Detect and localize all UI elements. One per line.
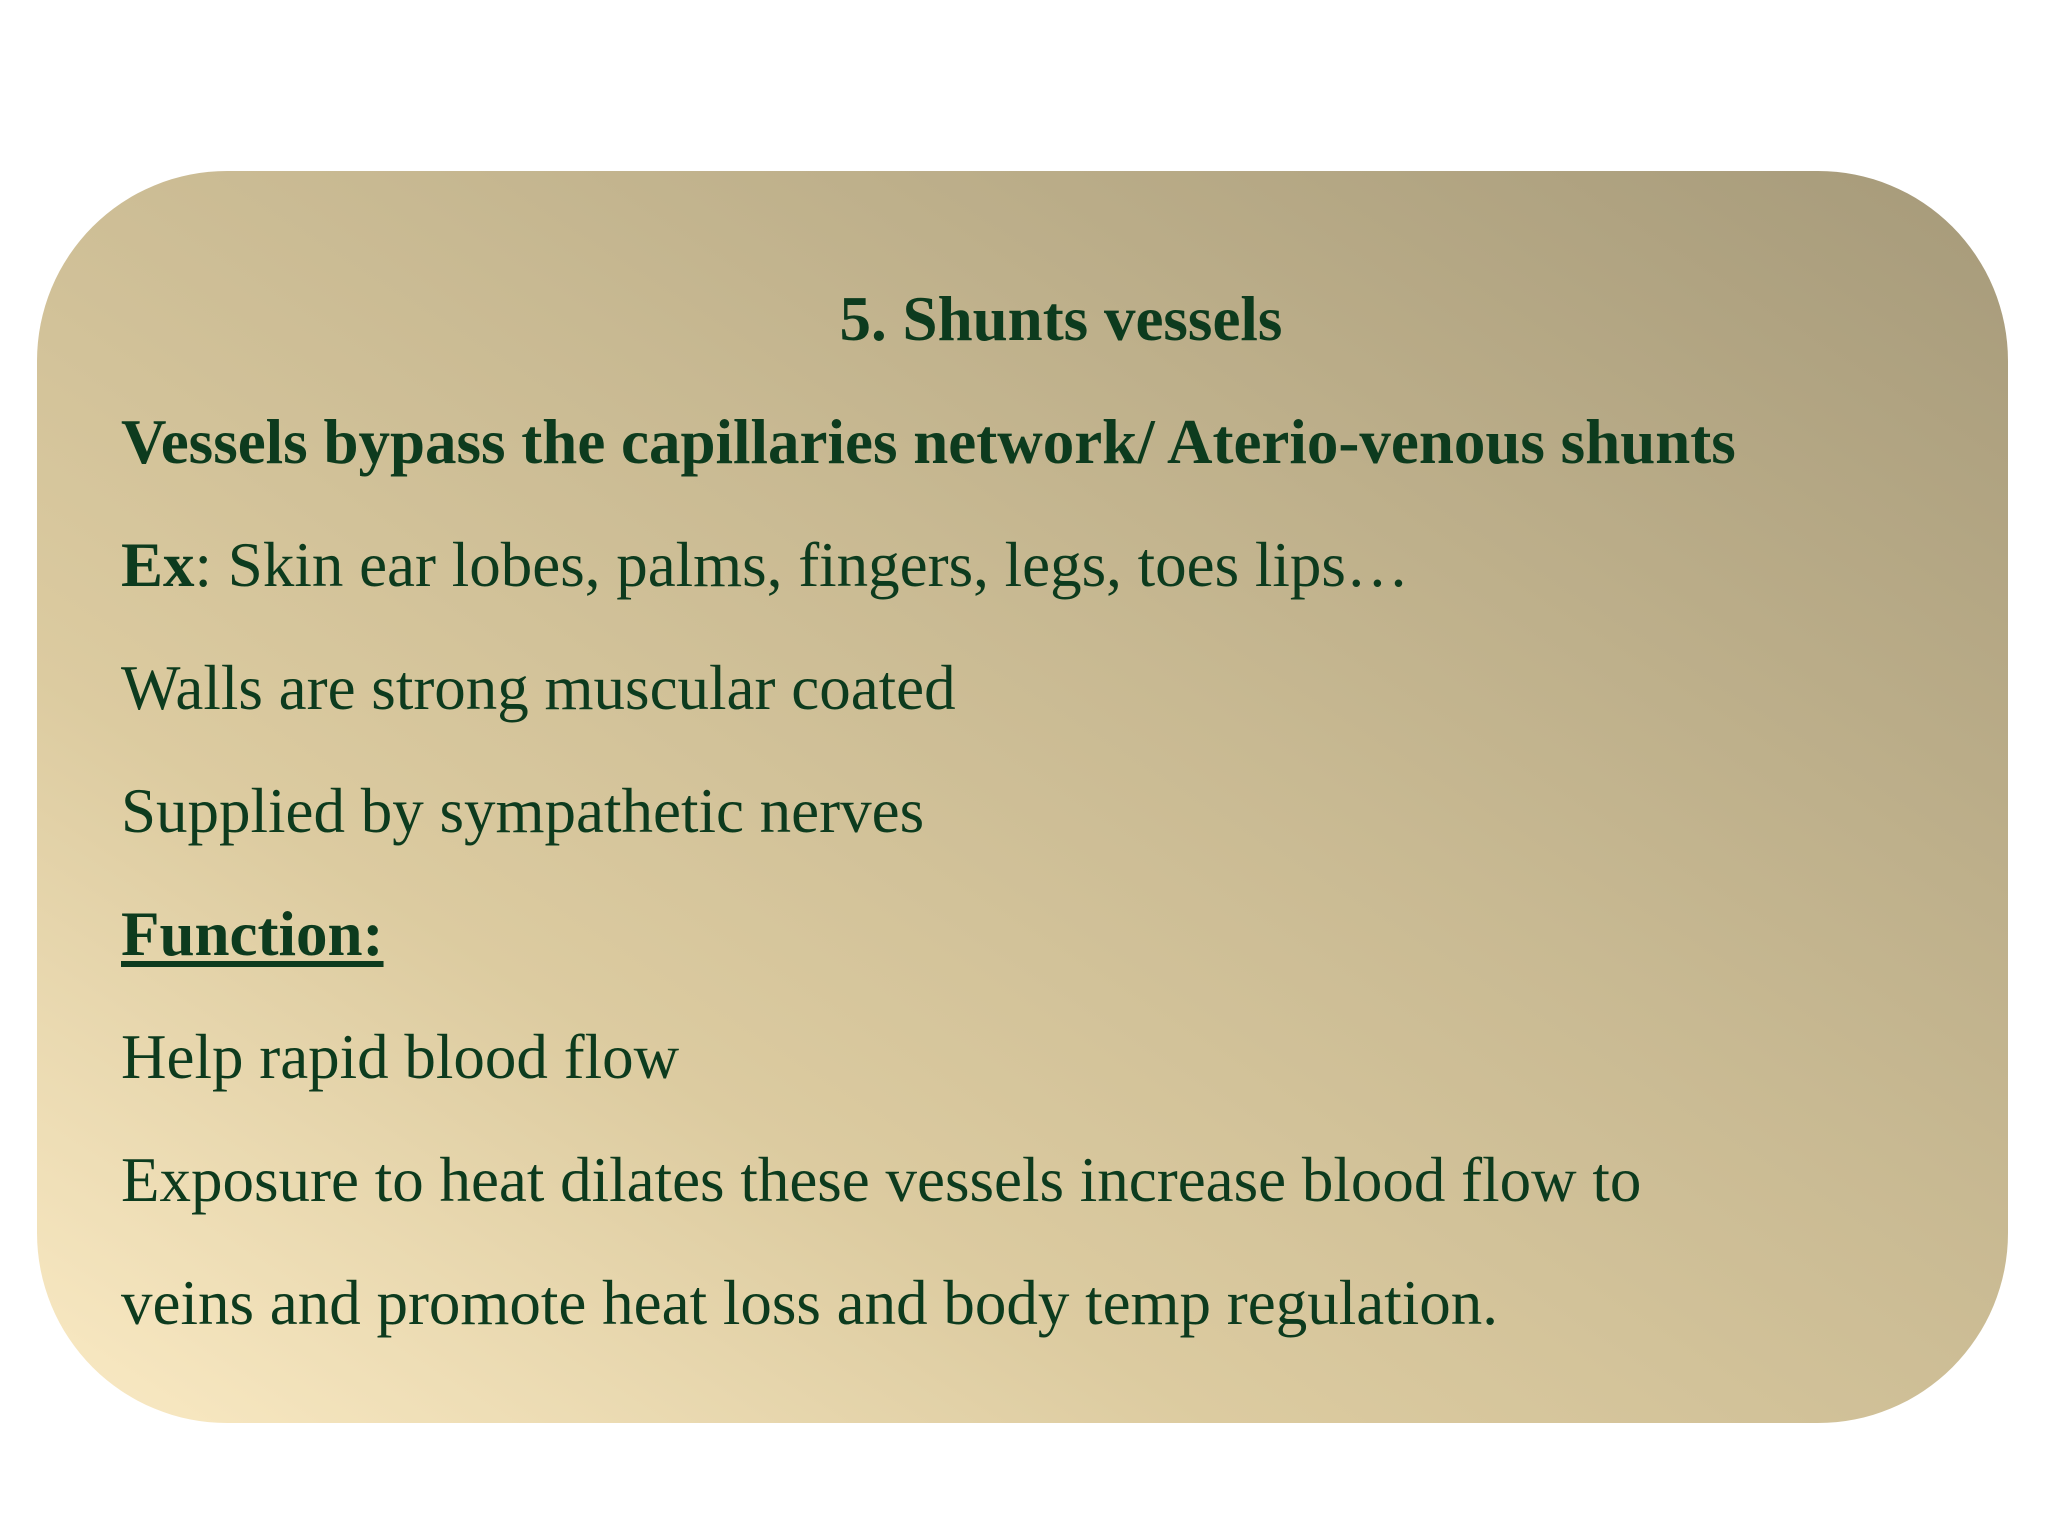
example-label: Ex (121, 530, 195, 600)
content-panel (37, 171, 2008, 1423)
walls-text: Walls are strong muscular coated (121, 653, 956, 723)
function-heading: Function: (121, 899, 384, 969)
function-point-2-line-1: Exposure to heat dilates these vessels increase blood flow to (121, 1145, 1642, 1215)
function-point-2-line-2: veins and promote heat loss and body temp regulation. (121, 1268, 1498, 1338)
example-line (121, 525, 1409, 605)
slide-title: 5. Shunts vessels (839, 284, 1283, 354)
example-text: : Skin ear lobes, palms, fingers, legs, toes lips… (194, 530, 1409, 600)
supply-text: Supplied by sympathetic nerves (121, 776, 925, 846)
function-point-1: Help rapid blood flow (121, 1022, 680, 1092)
definition-text: Vessels bypass the capillaries network/ Aterio-venous shunts (121, 407, 1736, 477)
